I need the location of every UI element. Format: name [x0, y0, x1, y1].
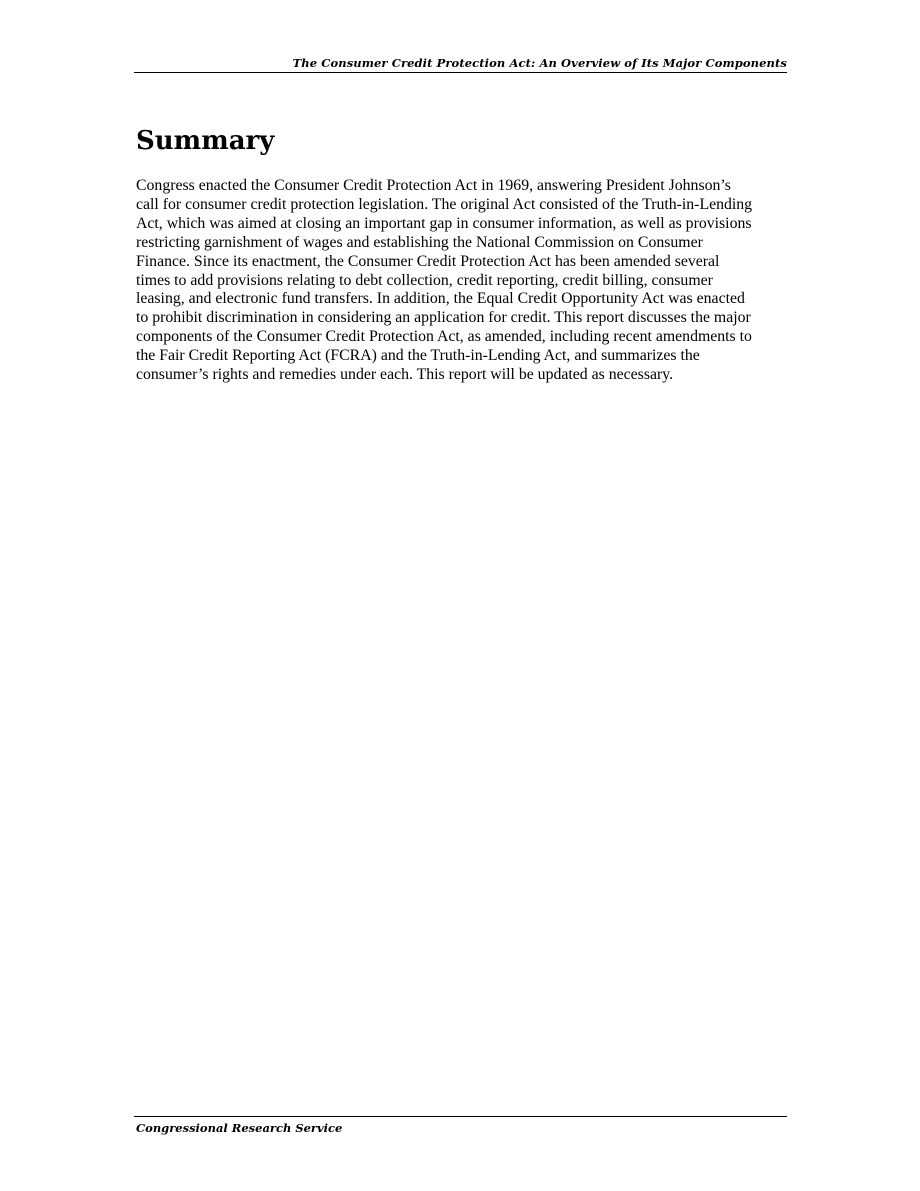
footer-divider [134, 1116, 787, 1117]
footer-publisher: Congressional Research Service [136, 1121, 343, 1135]
running-header: The Consumer Credit Protection Act: An Overview of Its Major Components [134, 55, 787, 73]
section-heading: Summary [136, 126, 275, 156]
summary-paragraph: Congress enacted the Consumer Credit Protection Act in 1969, answering President Johnson’s call for consumer credit protection legislation. The original Act consisted of the Truth-in-Lending Act, which was aimed at closing an important gap in consumer information, as well as provisions restricting garnishment of wages and establishing the National Commission on Consumer Finance. Since its enactment, the Consumer Credit Protection Act has been amended several times to add provisions relating to debt collection, credit reporting, credit billing, consumer leasing, and electronic fund transfers. In addition, the Equal Credit Opportunity Act was enacted to prohibit discrimination in considering an application for credit. This report discusses the major components of the Consumer Credit Protection Act, as amended, including recent amendments to the Fair Credit Reporting Act (FCRA) and the Truth-in-Lending Act, and summarizes the consumer’s rights and remedies under each. This report will be updated as necessary. [136, 177, 753, 384]
